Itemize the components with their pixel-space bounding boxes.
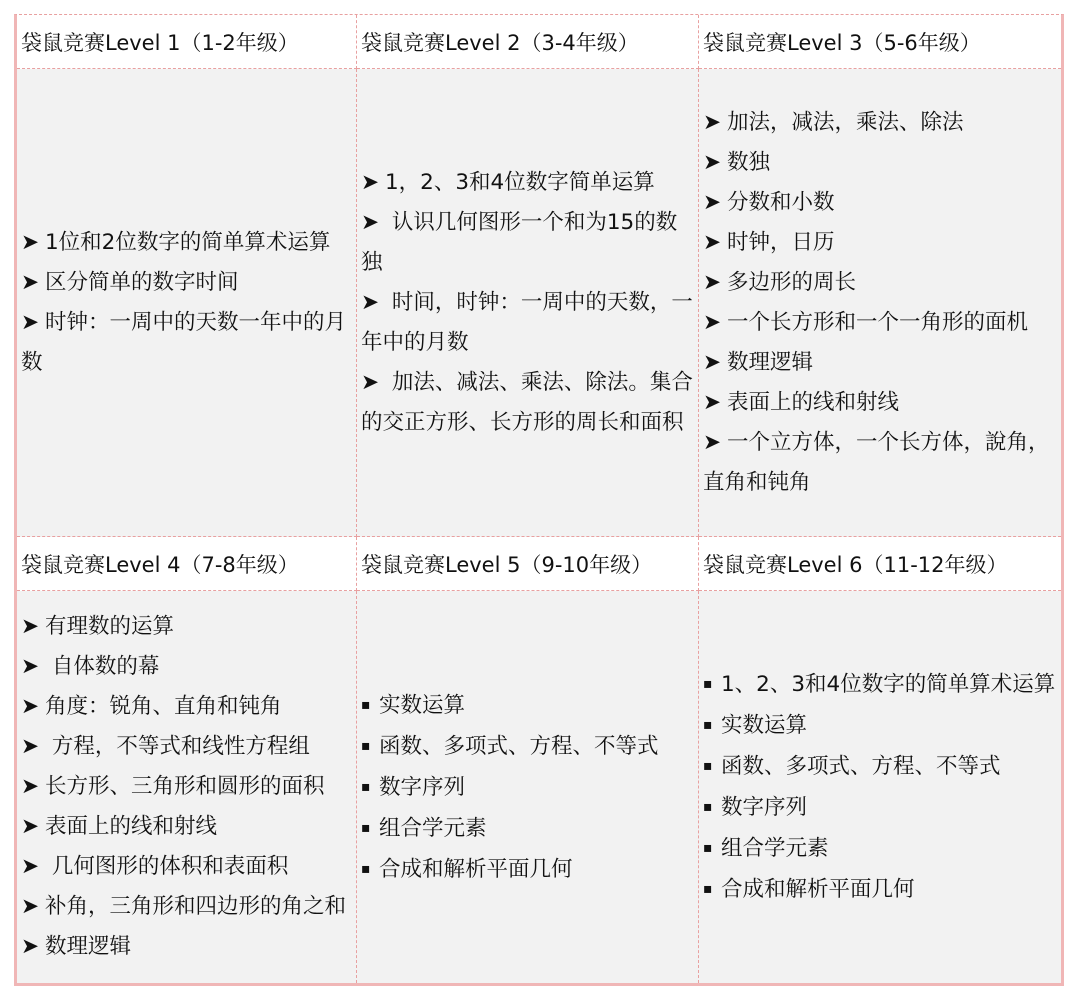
topic-list-level-2 xyxy=(361,163,695,443)
topic-text: 表面上的线和射线 xyxy=(727,389,900,415)
topic-item xyxy=(703,143,1058,183)
topic-item xyxy=(21,607,353,647)
topic-text: 角度：锐角、直角和钝角 xyxy=(45,694,282,719)
arrow-bullet-icon: ➤ xyxy=(703,309,722,335)
bullet-icon: ▪ xyxy=(703,840,713,856)
topic-text: 合成和解析平面几何 xyxy=(379,856,573,882)
arrow-bullet-icon: ➤ xyxy=(361,169,380,195)
bullet-icon: ▪ xyxy=(703,881,713,897)
topic-item xyxy=(21,223,353,263)
topic-text: 数字序列 xyxy=(721,795,808,820)
bullet-icon: ▪ xyxy=(361,860,371,877)
topic-list-level-3 xyxy=(703,103,1058,503)
topic-item xyxy=(361,808,695,849)
topic-item xyxy=(21,887,353,927)
arrow-bullet-icon: ➤ xyxy=(703,149,722,175)
topic-item xyxy=(21,647,353,687)
topic-text: 补角，三角形和四边形的角之和 xyxy=(45,894,347,919)
arrow-bullet-icon: ➤ xyxy=(703,349,722,375)
topic-item xyxy=(21,687,353,727)
arrow-bullet-icon: ➤ xyxy=(21,934,40,959)
cell-level-2 xyxy=(357,69,699,537)
topic-text: 分数和小数 xyxy=(727,189,835,215)
topic-item xyxy=(703,223,1058,263)
arrow-bullet-icon: ➤ xyxy=(703,229,722,255)
topic-item xyxy=(21,927,353,967)
topic-item xyxy=(361,685,695,726)
topic-item xyxy=(703,787,1058,828)
arrow-bullet-icon: ➤ xyxy=(21,229,40,255)
cell-level-3 xyxy=(699,69,1061,537)
header-level-1: 袋鼠竞赛Level 1（1-2年级） xyxy=(17,15,357,69)
arrow-bullet-icon: ➤ xyxy=(21,654,40,679)
topic-text: 时钟，日历 xyxy=(727,229,835,255)
topic-text: 时钟：一周中的天数一年中的月数 xyxy=(21,309,347,375)
arrow-bullet-icon: ➤ xyxy=(21,774,40,799)
bullet-icon: ▪ xyxy=(703,799,713,815)
topic-text: 认识几何图形一个和为15的数独 xyxy=(361,209,678,275)
topic-item xyxy=(361,283,695,363)
header-level-3: 袋鼠竞赛Level 3（5-6年级） xyxy=(699,15,1061,69)
arrow-bullet-icon: ➤ xyxy=(703,109,722,135)
topic-item xyxy=(703,423,1058,503)
header-level-4: 袋鼠竞赛Level 4（7-8年级） xyxy=(17,537,357,591)
topic-item xyxy=(703,746,1058,787)
header-level-6: 袋鼠竞赛Level 6（11-12年级） xyxy=(699,537,1061,591)
topic-text: 多边形的周长 xyxy=(727,269,857,295)
topic-text: 自体数的幕 xyxy=(45,654,160,679)
topic-text: 1，2、3和4位数字简单运算 xyxy=(385,169,655,195)
header-level-2: 袋鼠竞赛Level 2（3-4年级） xyxy=(357,15,699,69)
topic-item xyxy=(21,303,353,383)
arrow-bullet-icon: ➤ xyxy=(21,854,40,879)
topic-text: 函数、多项式、方程、不等式 xyxy=(721,754,1001,779)
bullet-icon: ▪ xyxy=(361,778,371,795)
topic-item xyxy=(361,163,695,203)
topic-item xyxy=(703,664,1058,705)
topic-item xyxy=(703,869,1058,910)
topic-item xyxy=(703,263,1058,303)
topic-text: 1位和2位数字的简单算术运算 xyxy=(45,229,331,255)
topic-text: 1、2、3和4位数字的简单算术运算 xyxy=(721,672,1056,697)
topic-text: 数理逻辑 xyxy=(45,934,132,959)
topic-text: 数独 xyxy=(727,149,771,175)
arrow-bullet-icon: ➤ xyxy=(21,894,40,919)
topic-item xyxy=(21,727,353,767)
topic-text: 几何图形的体积和表面积 xyxy=(45,854,289,879)
bullet-icon: ▪ xyxy=(361,737,371,754)
cell-level-4 xyxy=(17,591,357,983)
header-level-5: 袋鼠竞赛Level 5（9-10年级） xyxy=(357,537,699,591)
arrow-bullet-icon: ➤ xyxy=(21,734,40,759)
topic-item xyxy=(703,183,1058,223)
bullet-icon: ▪ xyxy=(703,717,713,733)
topic-item xyxy=(703,705,1058,746)
topic-list-level-6 xyxy=(703,664,1058,910)
arrow-bullet-icon: ➤ xyxy=(21,694,40,719)
topic-text: 有理数的运算 xyxy=(45,614,175,639)
topic-text: 加法、减法、乘法、除法。集合的交正方形、长方形的周长和面积 xyxy=(361,369,693,435)
topic-text: 加法，减法，乘法、除法 xyxy=(727,109,964,135)
topic-text: 方程，不等式和线性方程组 xyxy=(45,734,310,759)
topic-item xyxy=(361,363,695,443)
topic-item xyxy=(361,203,695,283)
topic-text: 合成和解析平面几何 xyxy=(721,877,915,902)
arrow-bullet-icon: ➤ xyxy=(21,814,40,839)
syllabus-table xyxy=(14,14,1064,986)
arrow-bullet-icon: ➤ xyxy=(21,269,40,295)
topic-text: 数理逻辑 xyxy=(727,349,814,375)
topic-item xyxy=(21,807,353,847)
topic-item xyxy=(703,103,1058,143)
topic-text: 一个立方体，一个长方体，說角，直角和钝角 xyxy=(703,429,1050,495)
topic-text: 时间，时钟：一周中的天数，一年中的月数 xyxy=(361,289,693,355)
topic-text: 实数运算 xyxy=(721,713,808,738)
arrow-bullet-icon: ➤ xyxy=(361,369,380,395)
topic-list-level-1 xyxy=(21,223,353,383)
topic-text: 表面上的线和射线 xyxy=(45,814,218,839)
topic-item xyxy=(21,847,353,887)
arrow-bullet-icon: ➤ xyxy=(703,189,722,215)
bullet-icon: ▪ xyxy=(703,676,713,692)
arrow-bullet-icon: ➤ xyxy=(361,209,380,235)
topic-item xyxy=(21,263,353,303)
topic-text: 长方形、三角形和圆形的面积 xyxy=(45,774,325,799)
topic-text: 实数运算 xyxy=(379,692,466,718)
cell-level-5 xyxy=(357,591,699,983)
topic-item xyxy=(703,828,1058,869)
topic-text: 数字序列 xyxy=(379,774,466,800)
arrow-bullet-icon: ➤ xyxy=(703,269,722,295)
topic-item xyxy=(703,343,1058,383)
arrow-bullet-icon: ➤ xyxy=(703,429,722,455)
topic-text: 组合学元素 xyxy=(379,815,487,841)
topic-text: 区分简单的数字时间 xyxy=(45,269,239,295)
bullet-icon: ▪ xyxy=(361,819,371,836)
bullet-icon: ▪ xyxy=(703,758,713,774)
arrow-bullet-icon: ➤ xyxy=(21,614,40,639)
topic-list-level-4 xyxy=(21,607,353,967)
cell-level-6 xyxy=(699,591,1061,983)
topic-item xyxy=(21,767,353,807)
topic-item xyxy=(361,767,695,808)
topic-text: 函数、多项式、方程、不等式 xyxy=(379,733,659,759)
topic-item xyxy=(361,849,695,890)
arrow-bullet-icon: ➤ xyxy=(21,309,40,335)
arrow-bullet-icon: ➤ xyxy=(703,389,722,415)
bullet-icon: ▪ xyxy=(361,696,371,713)
topic-item xyxy=(703,303,1058,343)
topic-list-level-5 xyxy=(361,685,695,890)
topic-item xyxy=(703,383,1058,423)
topic-text: 组合学元素 xyxy=(721,836,829,861)
cell-level-1 xyxy=(17,69,357,537)
arrow-bullet-icon: ➤ xyxy=(361,289,380,315)
topic-text: 一个长方形和一个一角形的面机 xyxy=(727,309,1029,335)
topic-item xyxy=(361,726,695,767)
